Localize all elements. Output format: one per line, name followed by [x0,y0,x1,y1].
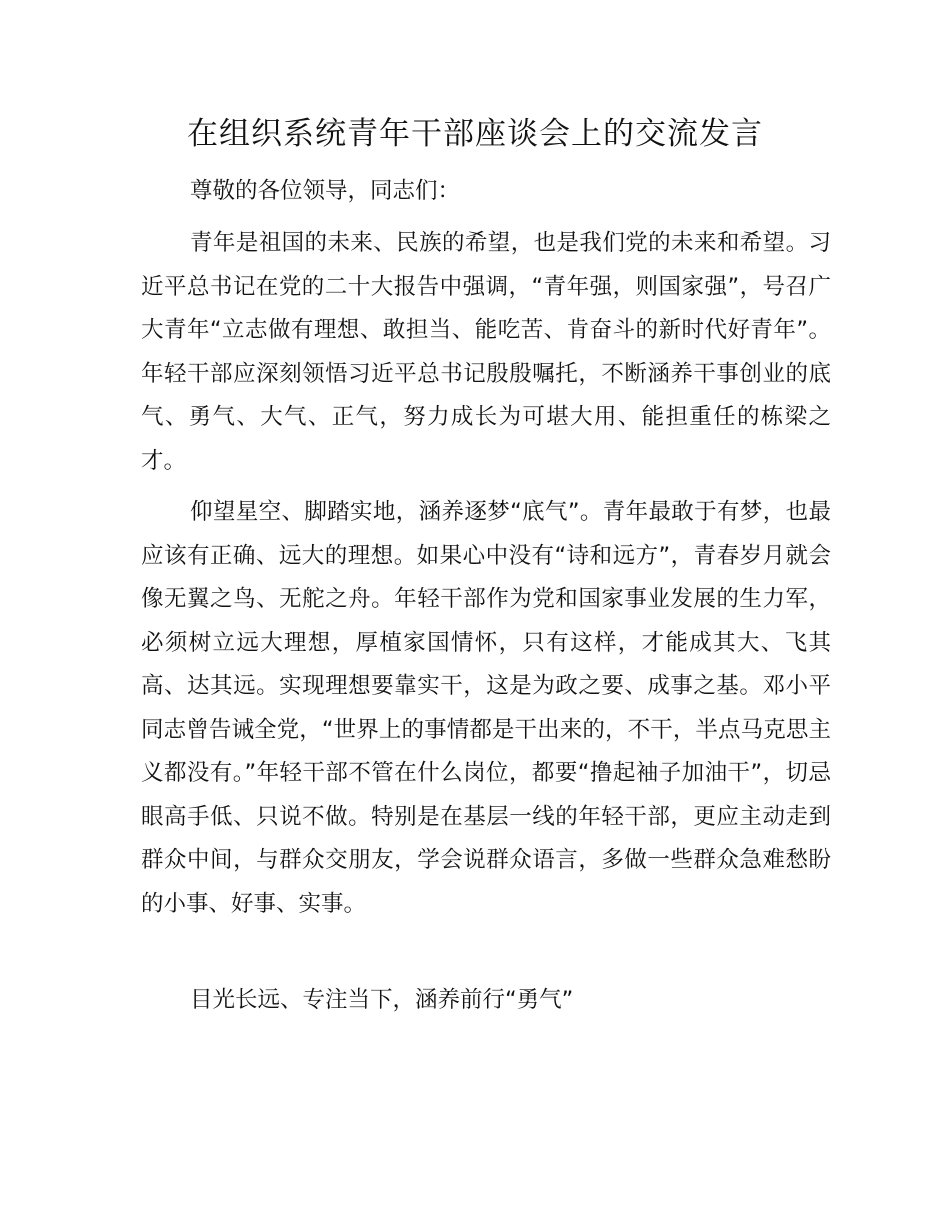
greeting-line: 尊敬的各位领导，同志们： [190,178,461,204]
paragraph-dream-confidence: 仰望星空、脚踏实地，涵养逐梦“底气”。青年最敢于有梦，也最应该有正确、远大的理想。如果心中没有“诗和远方”，青春岁月就会像无翼之鸟、无舵之舟。年轻干部作为党和国家事业发展的生力军，必须树立远大理想，厚植家国情怀，只有这样，才能成其大、飞其高、达其远。实现理想要靠实干，这是为政之要、成事之基。邓小平同志曾告诫全党，“世界上的事情都是干出来的，不干，半点马克思主义都没有。”年轻干部不管在什么岗位，都要“撸起袖子加油干”，切忌眼高手低、只说不做。特别是在基层一线的年轻干部，更应主动走到群众中间，与群众交朋友，学会说群众语言，多做一些群众急难愁盼的小事、好事、实事。 [141,499,831,917]
document-title: 在组织系统青年干部座谈会上的交流发言 [187,116,763,152]
paragraph-intro: 青年是祖国的未来、民族的希望，也是我们党的未来和希望。习近平总书记在党的二十大报告中强调，“青年强，则国家强”，号召广大青年“立志做有理想、敢担当、能吃苦、肯奋斗的新时代好青年”。年轻干部应深刻领悟习近平总书记殷殷嘱托，不断涵养干事创业的底气、勇气、大气、正气，努力成长为可堪大用、能担重任的栋梁之才。 [141,230,831,474]
paragraph-courage-heading: 目光长远、专注当下，涵养前行“勇气” [190,987,574,1013]
